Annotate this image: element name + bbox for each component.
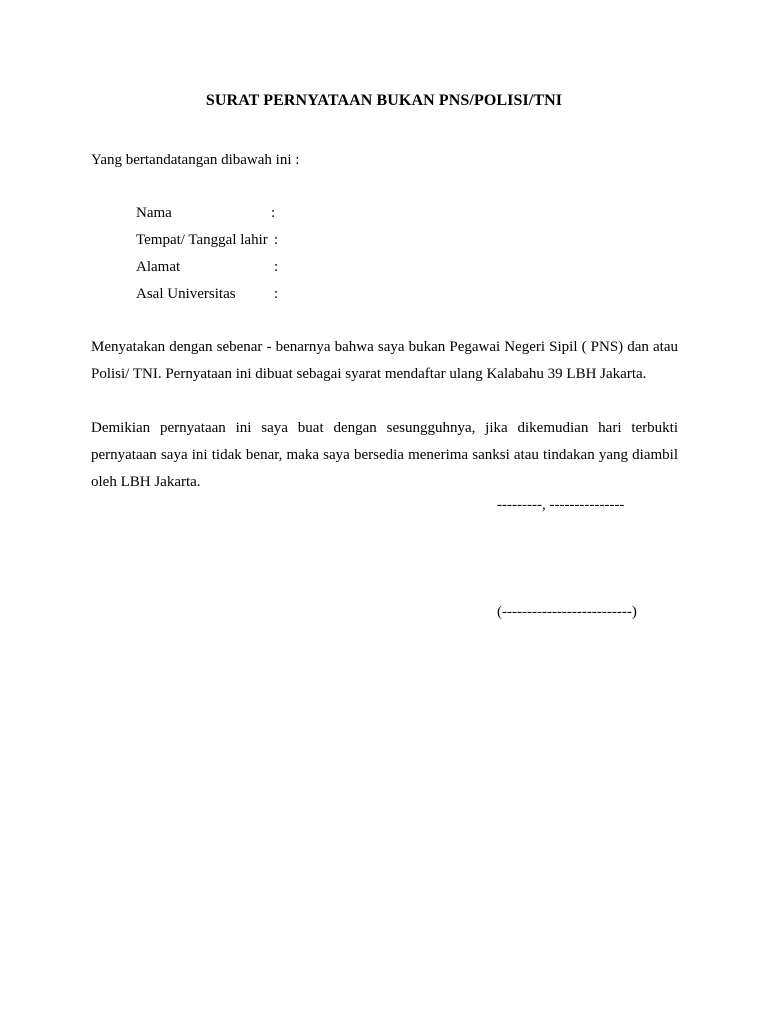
field-nama — [136, 205, 276, 232]
field-colon: : — [274, 259, 279, 275]
field-colon: : — [274, 286, 279, 302]
place-date-line: ---------, --------------- — [497, 497, 625, 513]
intro-text: Yang bertandatangan dibawah ini : — [91, 152, 300, 168]
field-asal-universitas — [136, 286, 279, 313]
field-label: Nama — [136, 205, 172, 221]
identity-fields — [136, 205, 279, 313]
field-label: Tempat/ Tanggal lahir — [136, 232, 268, 248]
field-tempat-tanggal-lahir — [136, 232, 279, 259]
field-colon: : — [274, 232, 279, 248]
statement-paragraph: Menyatakan dengan sebenar - benarnya bahwa saya bukan Pegawai Negeri Sipil ( PNS) dan atau Polisi/ TNI. Pernyataan ini dibuat sebagai syarat mendaftar ulang Kalabahu 39 LBH Jakarta. — [91, 339, 678, 382]
field-colon: : — [271, 205, 276, 221]
field-label: Asal Universitas — [136, 286, 236, 302]
signature-line: (--------------------------) — [497, 604, 637, 620]
closing-paragraph: Demikian pernyataan ini saya buat dengan sesungguhnya, jika dikemudian hari terbukti pernyataan saya ini tidak benar, maka saya bersedia menerima sanksi atau tindakan yang diambil oleh LBH Jakarta. — [91, 420, 678, 490]
field-alamat — [136, 259, 279, 286]
document-title: SURAT PERNYATAAN BUKAN PNS/POLISI/TNI — [205, 92, 563, 109]
field-label: Alamat — [136, 259, 181, 275]
